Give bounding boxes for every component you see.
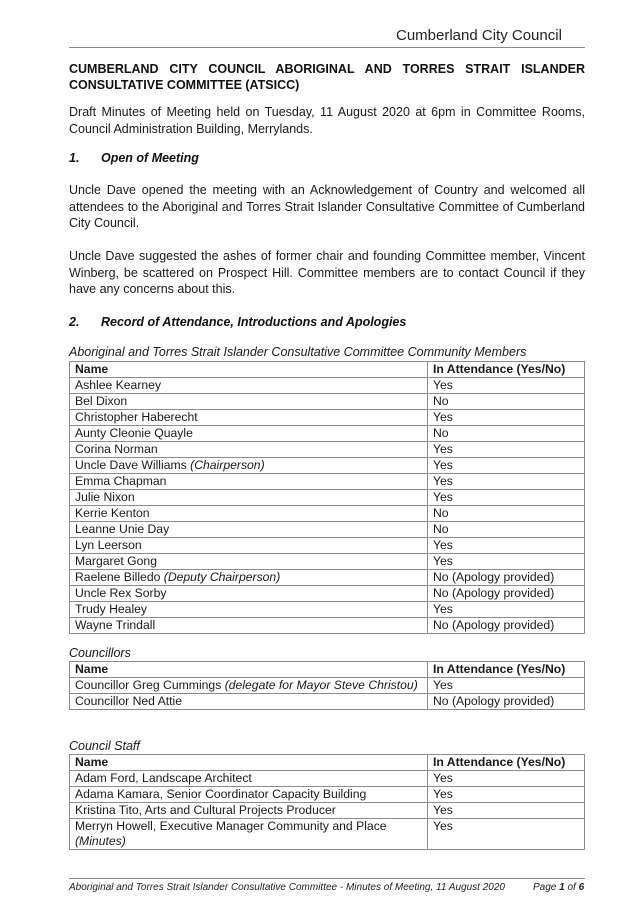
member-role: (Chairperson) (190, 458, 265, 472)
section-title: Open of Meeting (101, 151, 199, 165)
table-row (70, 554, 585, 570)
member-name: Lyn Leerson (75, 538, 142, 552)
page-label: Page (533, 882, 557, 893)
cell-name (70, 410, 428, 426)
table-row (70, 678, 585, 694)
cell-name (70, 771, 428, 787)
table-row (70, 458, 585, 474)
councillors-attendance-table (69, 661, 585, 710)
cell-name (70, 442, 428, 458)
member-name: Bel Dixon (75, 394, 128, 408)
page-current: 1 (559, 882, 565, 893)
page-total: 6 (578, 882, 585, 893)
member-name: Ashlee Kearney (75, 378, 162, 392)
table-row (70, 819, 585, 850)
member-name: Corina Norman (75, 442, 158, 456)
member-name: Kerrie Kenton (75, 506, 150, 520)
page-number (533, 882, 584, 893)
cell-name (70, 378, 428, 394)
cell-name (70, 819, 428, 850)
cell-name (70, 522, 428, 538)
cell-attendance: Yes (428, 678, 585, 694)
member-name: Margaret Gong (75, 554, 157, 568)
section-heading-1 (69, 151, 199, 165)
header-attendance: In Attendance (Yes/No) (428, 362, 585, 378)
table-row (70, 771, 585, 787)
header-name: Name (70, 755, 428, 771)
table-row (70, 586, 585, 602)
header-name: Name (70, 662, 428, 678)
member-name: Julie Nixon (75, 490, 135, 504)
table-row (70, 618, 585, 634)
cell-attendance: No (428, 394, 585, 410)
footer-rule (69, 878, 585, 879)
table-row (70, 394, 585, 410)
document-title: CUMBERLAND CITY COUNCIL ABORIGINAL AND TORRES STRAIT ISLANDER CONSULTATIVE COMMITTEE (ATSICC) (69, 62, 585, 92)
staff-attendance-table (69, 754, 585, 850)
header-attendance: In Attendance (Yes/No) (428, 755, 585, 771)
cell-name (70, 618, 428, 634)
header-rule (69, 47, 585, 48)
header-name: Name (70, 362, 428, 378)
table-header-row (70, 755, 585, 771)
member-role: (Deputy Chairperson) (163, 570, 281, 584)
cell-name (70, 678, 428, 694)
member-name: Adam Ford, Landscape Architect (75, 771, 252, 785)
councillors-table-caption: Councillors (69, 646, 131, 660)
table-row (70, 803, 585, 819)
page-of: of (567, 882, 576, 893)
member-name: Uncle Rex Sorby (75, 586, 167, 600)
cell-name (70, 394, 428, 410)
cell-name (70, 787, 428, 803)
cell-attendance: Yes (428, 378, 585, 394)
member-name: Kristina Tito, Arts and Cultural Projects Producer (75, 803, 336, 817)
cell-name (70, 570, 428, 586)
table-row (70, 522, 585, 538)
cell-attendance: Yes (428, 442, 585, 458)
cell-attendance: No (Apology provided) (428, 586, 585, 602)
table-row (70, 506, 585, 522)
table-row (70, 787, 585, 803)
community-attendance-table (69, 361, 585, 634)
cell-attendance: Yes (428, 771, 585, 787)
cell-attendance: Yes (428, 410, 585, 426)
member-name: Councillor Ned Attie (75, 694, 183, 708)
member-name: Leanne Unie Day (75, 522, 170, 536)
header-attendance: In Attendance (Yes/No) (428, 662, 585, 678)
member-name: Councillor Greg Cummings (75, 678, 222, 692)
table-row (70, 602, 585, 618)
cell-name (70, 602, 428, 618)
cell-name (70, 554, 428, 570)
member-name: Adama Kamara, Senior Coordinator Capacity Building (75, 787, 367, 801)
cell-attendance: Yes (428, 819, 585, 850)
paragraph-ashes: Uncle Dave suggested the ashes of former chair and founding Committee member, Vincent Winberg, be scattered on Prospect Hill. Committee members are to contact Council if they have any concerns about this. (69, 249, 585, 296)
cell-name (70, 458, 428, 474)
table-row (70, 490, 585, 506)
cell-attendance: Yes (428, 458, 585, 474)
table-row (70, 538, 585, 554)
table-row (70, 474, 585, 490)
cell-attendance: No (428, 506, 585, 522)
section-number: 2. (69, 315, 80, 329)
section-heading-2 (69, 315, 406, 329)
cell-attendance: No (Apology provided) (428, 618, 585, 634)
member-name: Uncle Dave Williams (75, 458, 187, 472)
table-row (70, 442, 585, 458)
header-organisation: Cumberland City Council (396, 27, 562, 44)
cell-attendance: Yes (428, 474, 585, 490)
intro-paragraph: Draft Minutes of Meeting held on Tuesday, 11 August 2020 at 6pm in Committee Rooms, Council Administration Building, Merrylands. (69, 105, 585, 136)
cell-name (70, 538, 428, 554)
member-name: Trudy Healey (75, 602, 148, 616)
cell-attendance: Yes (428, 602, 585, 618)
table-header-row (70, 362, 585, 378)
cell-attendance: No (428, 522, 585, 538)
cell-name (70, 586, 428, 602)
member-name: Merryn Howell, Executive Manager Community and Place (75, 819, 387, 833)
table-row (70, 378, 585, 394)
member-role: (delegate for Mayor Steve Christou) (224, 678, 418, 692)
table-row (70, 694, 585, 710)
cell-attendance: No (Apology provided) (428, 694, 585, 710)
table-row (70, 410, 585, 426)
cell-name (70, 803, 428, 819)
cell-name (70, 490, 428, 506)
cell-attendance: Yes (428, 554, 585, 570)
member-role: (Minutes) (75, 834, 126, 848)
footer-text: Aboriginal and Torres Strait Islander Consultative Committee - Minutes of Meeting, 11 August 2020 (69, 882, 505, 893)
community-table-caption: Aboriginal and Torres Strait Islander Consultative Committee Community Members (69, 345, 527, 359)
section-number: 1. (69, 151, 80, 165)
cell-name (70, 426, 428, 442)
cell-attendance: Yes (428, 803, 585, 819)
paragraph-opening: Uncle Dave opened the meeting with an Acknowledgement of Country and welcomed all attendees to the Aboriginal and Torres Strait Islander Consultative Committee of Cumberland City Council. (69, 183, 585, 230)
member-name: Wayne Trindall (75, 618, 156, 632)
member-name: Emma Chapman (75, 474, 167, 488)
cell-name (70, 474, 428, 490)
cell-name (70, 506, 428, 522)
member-name: Aunty Cleonie Quayle (75, 426, 193, 440)
table-header-row (70, 662, 585, 678)
staff-table-caption: Council Staff (69, 739, 140, 753)
cell-attendance: No (428, 426, 585, 442)
cell-attendance: Yes (428, 538, 585, 554)
table-row (70, 426, 585, 442)
member-name: Raelene Billedo (75, 570, 161, 584)
cell-attendance: No (Apology provided) (428, 570, 585, 586)
table-row (70, 570, 585, 586)
cell-attendance: Yes (428, 490, 585, 506)
member-name: Christopher Haberecht (75, 410, 198, 424)
cell-name (70, 694, 428, 710)
cell-attendance: Yes (428, 787, 585, 803)
section-title: Record of Attendance, Introductions and Apologies (101, 315, 407, 329)
